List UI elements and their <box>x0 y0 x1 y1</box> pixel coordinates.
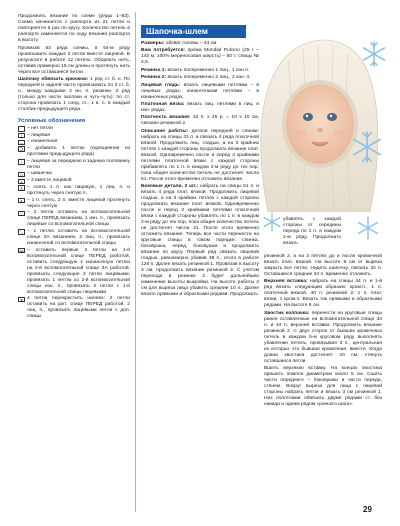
spec-smooth <box>141 83 259 101</box>
legend-text: 4 петли перекрестить налево: 2 петли оставить на доп. спице ПЕРЕД работой, 2 лиц. п., провязать лицевыми петли с доп. спицы <box>27 296 130 320</box>
snowflake-icon <box>350 130 384 164</box>
section-text: набрать на спицы 51 п. и вязать 4 ряда плат. вязкой. Продолжить лицевой гладью, а на 3 крайних петлях с каждой стороны продолжать вязание плат. вязкой. Одновременно после и перед 3 крайними петлями платочной вязки с каждой стороны убавлять по 1 п. в каждом 2-м ряду до тех пор, пока общее количество петель не достигнет числа 31. После этого временно отложить вязание. Теперь все части перенести на круговые спицы в таком порядке: спинка, боковушка, перед, боковушка и продолжить вязание по кругу. Первый ряд связать лицевой гладью, равномерно убавив 38 п., итого в работе 126 п. Далее вязать резинкой 1. Провязав в высоту 3 см, продолжить вязание резинкой 2. С учетом перехода в резинке 2 будет дальнейшее изменение высоты выкройки. На высоте работы 3 см для выреза лица убавить средние 10 п.. Далее вязать прямыми и обратными рядами. Продолжать <box>141 184 259 298</box>
tail-section <box>264 311 382 365</box>
legend-text: – лицевая за переднюю и заднюю половинку петли <box>27 158 130 170</box>
legend-text: – добавить 1 петлю (скрещенная из протяжки предыдущего ряда) <box>27 146 130 158</box>
legend-symbol: Ↄ <box>19 147 24 153</box>
legend-symbol: ↑ <box>18 159 25 164</box>
legend-title: Условные обозначения <box>18 118 86 124</box>
legend-text: – лицевая <box>27 132 51 138</box>
spec-value: обхват головы – 44 см <box>165 41 217 46</box>
legend-symbol: – <box>18 140 25 145</box>
sides-description <box>141 184 259 298</box>
left-text-column <box>18 14 130 321</box>
spec-value: пряжа Mondial Pulcino (25 г – 140 м, 100% мериносовая шерсть) – 50 г; спицы № 2,5. <box>141 48 260 66</box>
paragraph: Провязав 53 ряда схемы, в 54-м ряду провязывать каждые 2 петли вместе лицевой. В результате в работе 12 петель. Оборвать нить, оставив примерно 15 см длины и протянуть нить через все оставшиеся петли. <box>18 45 130 75</box>
spec-purl <box>141 102 259 114</box>
legend-item <box>18 198 130 210</box>
legend-item <box>18 248 130 296</box>
spec-gauge <box>141 115 259 127</box>
snowflake-icon <box>355 215 381 241</box>
page-number: 29 <box>363 505 372 514</box>
paragraph: Продолжить вязание по схеме (ряды 1–53). Схема начинается с раппорта из 21 петли и повторяется 6 раз по кругу. Количество петель в раппорте изменяется по ходу вязания раппорта в высоту. <box>18 14 130 43</box>
spec-rib1 <box>141 68 259 74</box>
crown-text: 1 ряд ст. б. н. По передней и задней части провязывать по 3 ст. б. н., между каждыми 2 ин. п. резинки. 2 ряд (только для части заплаки и чуть-чуть): по ст. сторона провязать 1 соед. ст., 1 в. п. в каждый столбик предыдущего ряда. <box>18 77 130 112</box>
snowflake-icon <box>360 40 388 68</box>
legend-text: – снять 1 п. как лицевую, 1 лиц. п. и протянуть через снятую п. <box>27 184 130 196</box>
article-title: Шапочка-шлем <box>141 25 246 38</box>
spec-label: Размеры: <box>141 41 165 46</box>
legend-item <box>18 139 130 145</box>
spec-rib2 <box>141 75 259 81</box>
spec-label: Резинка 2: <box>141 75 167 81</box>
crown-label: Шапочку обвязать крючком: <box>18 77 89 82</box>
spec-value: вязать лиц. петлями в лиц. и изн. рядах. <box>141 101 259 113</box>
legend-item <box>18 146 130 158</box>
section-label: Боковые детали, 2 шт.: <box>141 184 199 190</box>
article-main-column <box>141 41 259 300</box>
spec-value: вязать лицевыми петлями – в лицевых рядах, изнаночными петлями – в изнаночных рядах. <box>141 82 260 100</box>
legend-item <box>18 126 130 132</box>
spec-materials <box>141 48 259 66</box>
spec-value: вязать попеременно 1 лиц., 1 изн.п. <box>167 67 250 73</box>
legend-symbol: ⋈ <box>19 248 24 254</box>
paragraph: Вшить верхнюю вставку. На концах хвостика пришить помпон диаметром около 5 см. Сшить части переднего – боковушки и части переда, стянем. Вокруг выреза для лица с лицевой стороны набрать петли и вязать 3 см резинкой 1. Низ полотнами обвязать двумя рядами ст. без накида и одним рядом «рачьего шага». <box>264 366 382 408</box>
spec-label: Платочная вязка: <box>141 101 185 107</box>
spec-value: 32 п. х 45 р. = 10 х 10 см, связано резинкой 2. <box>141 115 259 127</box>
legend-text: – 1 петлю оставить на вспомогательной спице ЗА вязанием, 2 лиц. п., провязать изнаночной со вспомогательной спицы <box>27 228 130 246</box>
legend-item <box>18 210 130 228</box>
legend-symbol: ⟍ <box>19 230 24 236</box>
legend-item <box>18 159 130 171</box>
crown-paragraph <box>18 77 130 113</box>
legend-text: – шишечка <box>27 171 52 177</box>
spec-label: Лицевая гладь: <box>141 82 181 88</box>
section-text: перенести на круговые спицы ранее оставленные на вспомогательной спице 34 п. и 44 п. верхней вставки. Продолжить вязание резинкой 2. С двух сторон от бывших кромочных петель в каждом 5-м круговом ряду выполнять убавление петель, провязывая 3 п., центральная из которых это бывшая кромочная, вместе. Когда длина хвостика достигнет 20 см, стянуть оставшиеся петли. <box>264 310 382 364</box>
legend-symbol: ◊ <box>18 172 25 177</box>
legend-symbol: Λ <box>19 198 23 204</box>
section-label: Верхняя вставка: <box>264 279 308 285</box>
legend-text: – нет петли <box>27 126 53 131</box>
legend-symbol: | <box>18 133 25 138</box>
section-label: Описание работы: <box>141 128 189 134</box>
spec-label: Резинка 1: <box>141 67 167 73</box>
legend-text: – 2 петли оставить на вспомогательной спице ПЕРЕД вязанием, 1 изн. п., провязать лицевые со вспомогательной спицы <box>27 210 130 228</box>
section-text: детали передней и спинки: набрать на спицы 31 п. и связать 4 ряда платочной вязкой. Продолжить лиц. гладью, а на 3 крайних петлях с каждой стороны продолжать вязание плат. вязкой. Одновременно после и перед 3 крайними петлями платочной вязки с каждой стороны прибавлять по 1 п. в каждом 2-м ряду до тех пор, пока общее количество петель не достигнет числа 51. После этого временно отложить вязание. <box>141 128 259 182</box>
legend-item <box>18 229 130 247</box>
legend-list <box>18 126 130 320</box>
legend-symbol: ✕ <box>19 297 24 303</box>
right-text-column <box>264 254 382 410</box>
legend-text: – оставить первые 2 петли на 1-й вспомогательной спице ПЕРЕД работой, оставить следующую 1 изнаночную петлю на 2-й вспомогательной спице ЗА работой, провязать следующие 2 петли лицевыми, провязать 1 петлю со 2-й вспомогательной спицы изн. п., провязать 2 петли с 1-й вспомогательной спицы лицевыми <box>27 247 130 295</box>
legend-symbol: λ <box>18 185 25 190</box>
paragraph: резинкой 2, а на 3 петлях до и после кромочной вязать плат. вязкой. На высоте 9 см от выреза закрыть все петли. Надеть шапочку, связать 32 п. Оставшиеся средние 34 п. временно отложить. <box>264 254 382 277</box>
snowflake-icon <box>262 212 282 232</box>
section-label: Хвостик колпачка: <box>264 310 310 316</box>
work-description <box>141 129 259 183</box>
legend-item <box>18 185 130 197</box>
top-insert-section <box>264 279 382 309</box>
legend-symbol: ⟋ <box>19 211 24 217</box>
spec-value: вязать попеременно 2 лиц., 2 изн. п. <box>167 75 251 81</box>
legend-item <box>18 296 130 320</box>
column-divider <box>135 12 136 512</box>
legend-symbol <box>18 126 25 131</box>
spec-size <box>141 41 259 47</box>
legend-item <box>18 178 130 184</box>
legend-text: – изнаночная <box>27 139 58 145</box>
spec-label: Плотность вязания: <box>141 115 191 121</box>
spec-label: Вам потребуется: <box>141 48 186 54</box>
legend-text: – 2 вместе лицевой <box>27 178 72 184</box>
legend-text: – 1 п. снять, 2 п. вместе лицевой протянуть через снятую <box>27 197 130 209</box>
section-text: набрать на спицы 44 п. и 1-й ряд вязать следующим образом: кром.п., 1 п. платочной вязкой, 40 п. резинкой 2, 1 п. плат. вязки, 1 кром.п. Вязать так прямыми и обратными рядами. На высоте 9 см. <box>264 279 382 309</box>
legend-item <box>18 133 130 139</box>
right-column-intro: убавлять с каждой стороны от середины переда по 1 п. в каждом 2-м ряду. Продолжать вязать <box>283 217 341 246</box>
legend-item <box>18 171 130 177</box>
legend-symbol: ∧ <box>19 179 24 185</box>
